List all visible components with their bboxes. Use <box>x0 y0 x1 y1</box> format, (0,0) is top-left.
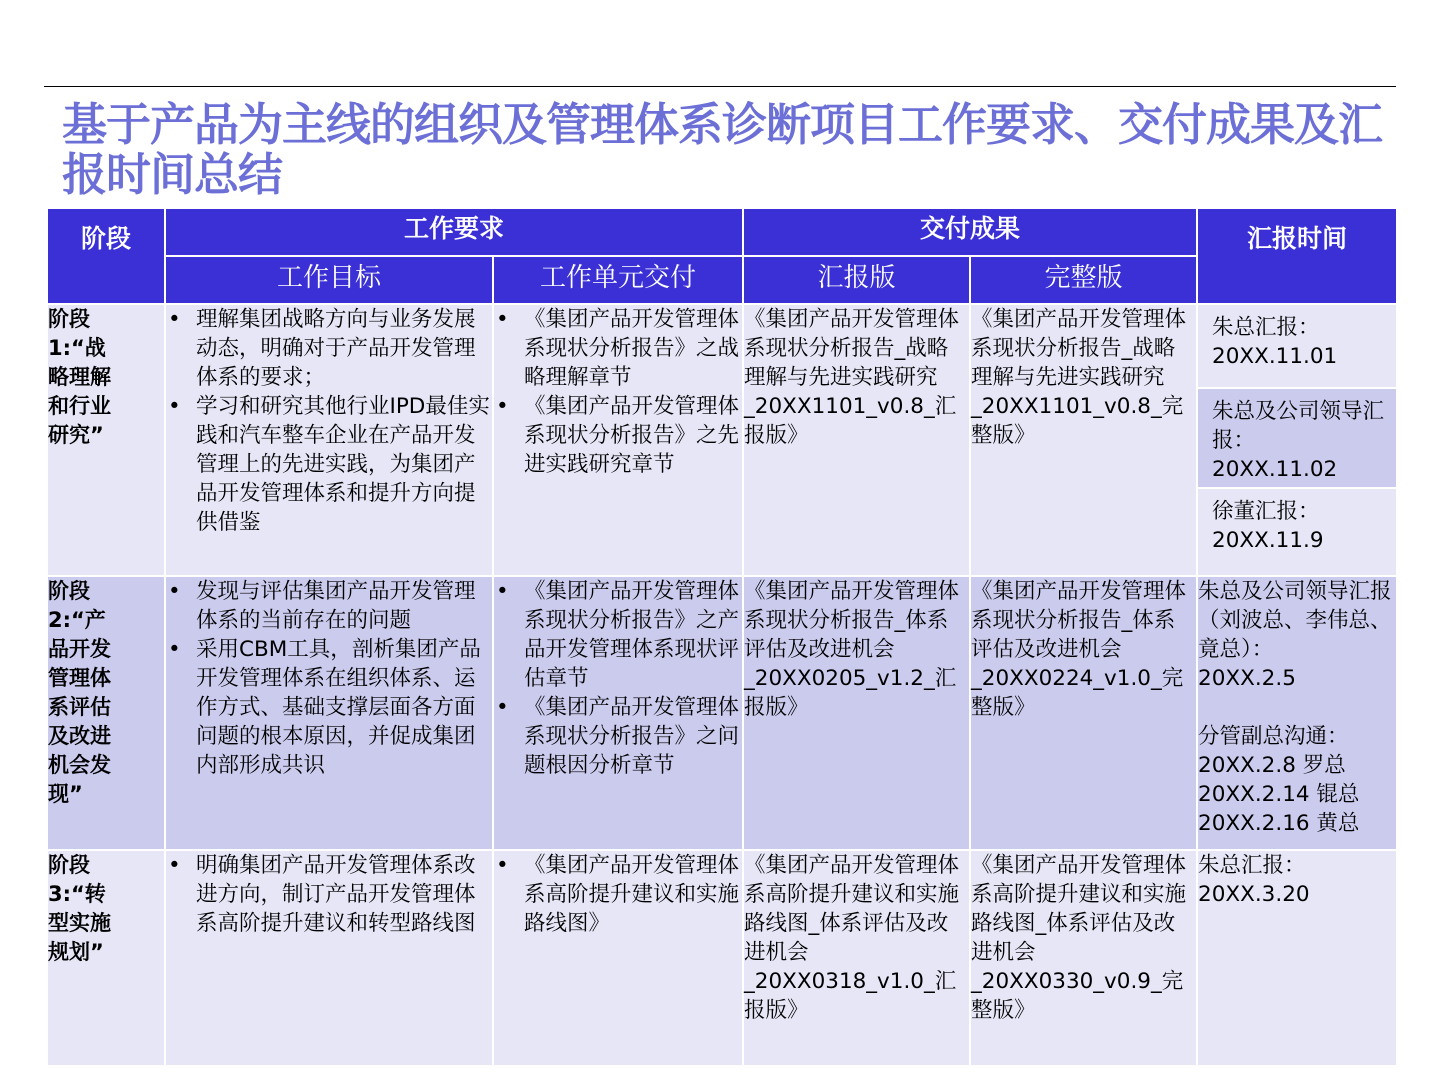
header-report-version: 汇报版 <box>743 256 970 304</box>
report-version-cell: 《集团产品开发管理体系现状分析报告_战略理解与先进实践研究_20XX1101_v0.8_汇报版》 <box>743 304 970 576</box>
report-version-cell: 《集团产品开发管理体系现状分析报告_体系评估及改进机会_20XX0205_v1.2_汇报版》 <box>743 576 970 850</box>
work-unit-cell <box>493 850 743 1066</box>
list-item: • 《集团产品开发管理体系现状分析报告》之先进实践研究章节 <box>494 392 742 479</box>
header-work-unit-delivery: 工作单元交付 <box>493 256 743 304</box>
header-work-requirements: 工作要求 <box>165 208 743 256</box>
report-time-entry: 朱总及公司领导汇报（刘波总、李伟总、竟总）： 20XX.2.5 分管副总沟通： 20XX.2.8 罗总 20XX.2.14 锟总 20XX.2.16 黄总 <box>1197 576 1397 850</box>
work-unit-cell <box>493 576 743 850</box>
report-time-entry: 徐董汇报： 20XX.11.9 <box>1198 489 1396 555</box>
work-goal-cell <box>165 850 493 1066</box>
header-report-time: 汇报时间 <box>1197 208 1397 304</box>
list-item: • 明确集团产品开发管理体系改进方向，制订产品开发管理体系高阶提升建议和转型路线图 <box>166 851 492 938</box>
list-item: • 学习和研究其他行业IPD最佳实践和汽车整车企业在产品开发管理上的先进实践，为集团产品开发管理体系和提升方向提供借鉴 <box>166 392 492 537</box>
stage-label: 阶段 1:“战 略理解 和行业 研究” <box>47 304 165 576</box>
list-item: • 发现与评估集团产品开发管理体系的当前存在的问题 <box>166 577 492 635</box>
header-full-version: 完整版 <box>970 256 1197 304</box>
header-deliverables: 交付成果 <box>743 208 1197 256</box>
report-time-entry: 朱总汇报： 20XX.3.20 <box>1197 850 1397 1066</box>
table-row-stage-2 <box>47 576 1397 850</box>
stage-label: 阶段 3:“转 型实施 规划” <box>47 850 165 1066</box>
full-version-cell: 《集团产品开发管理体系高阶提升建议和实施路线图_体系评估及改进机会_20XX0330_v0.9_完整版》 <box>970 850 1197 1066</box>
header-stage: 阶段 <box>47 208 165 304</box>
list-item: • 理解集团战略方向与业务发展动态，明确对于产品开发管理体系的要求； <box>166 305 492 392</box>
summary-table <box>46 207 1398 1067</box>
top-rule <box>44 86 1396 87</box>
report-time-entry: 朱总汇报： 20XX.11.01 <box>1198 305 1396 389</box>
report-time-entry: 朱总及公司领导汇报： 20XX.11.02 <box>1198 389 1396 489</box>
list-item: • 《集团产品开发管理体系现状分析报告》之战略理解章节 <box>494 305 742 392</box>
full-version-cell: 《集团产品开发管理体系现状分析报告_战略理解与先进实践研究_20XX1101_v0.8_完整版》 <box>970 304 1197 576</box>
full-version-cell: 《集团产品开发管理体系现状分析报告_体系评估及改进机会_20XX0224_v1.0_完整版》 <box>970 576 1197 850</box>
report-time-cell <box>1197 304 1397 576</box>
table-row-stage-1 <box>47 304 1397 576</box>
list-item: • 《集团产品开发管理体系现状分析报告》之问题根因分析章节 <box>494 693 742 780</box>
list-item: • 采用CBM工具，剖析集团产品开发管理体系在组织体系、运作方式、基础支撑层面各方面问题的根本原因，并促成集团内部形成共识 <box>166 635 492 780</box>
list-item: • 《集团产品开发管理体系现状分析报告》之产品开发管理体系现状评估章节 <box>494 577 742 693</box>
page-title: 基于产品为主线的组织及管理体系诊断项目工作要求、交付成果及汇报时间总结 <box>62 98 1383 201</box>
work-goal-cell <box>165 304 493 576</box>
stage-label: 阶段 2:“产 品开发 管理体 系评估 及改进 机会发 现” <box>47 576 165 850</box>
work-unit-cell <box>493 304 743 576</box>
work-goal-cell <box>165 576 493 850</box>
report-version-cell: 《集团产品开发管理体系高阶提升建议和实施路线图_体系评估及改进机会_20XX0318_v1.0_汇报版》 <box>743 850 970 1066</box>
list-item: • 《集团产品开发管理体系高阶提升建议和实施路线图》 <box>494 851 742 938</box>
table-row-stage-3 <box>47 850 1397 1066</box>
header-work-goal: 工作目标 <box>165 256 493 304</box>
